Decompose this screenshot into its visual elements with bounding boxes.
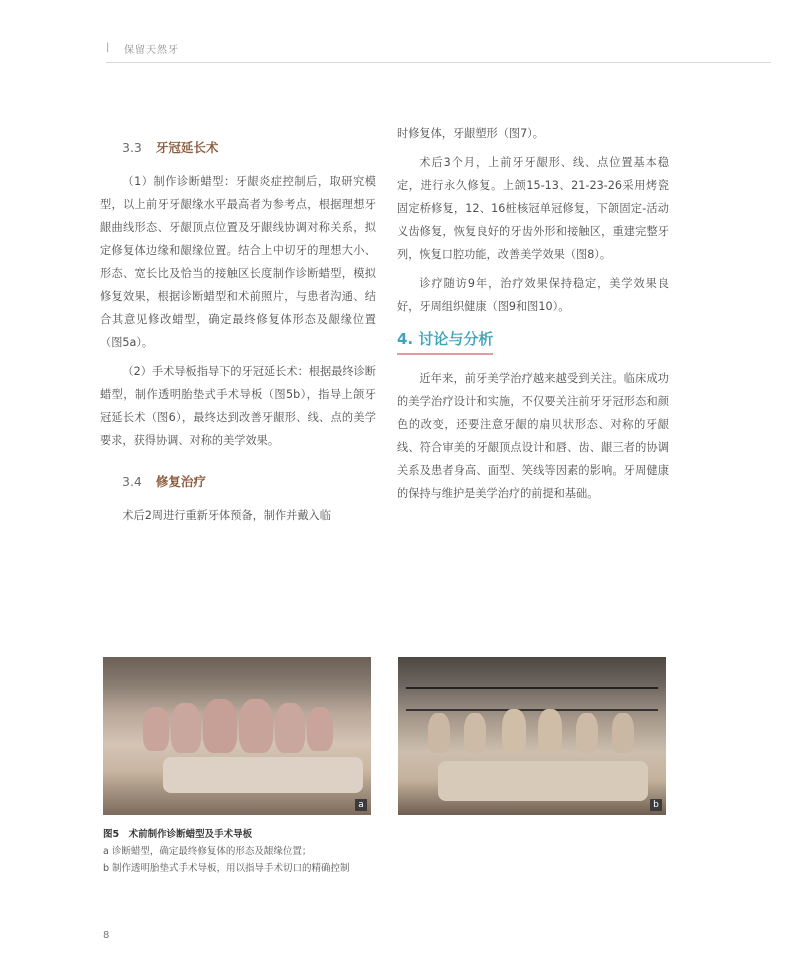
caption-line-b: b 制作透明胎垫式手术导板，用以指导手术切口的精确控制 — [103, 863, 350, 874]
right-column — [397, 122, 669, 505]
figure-5a-photo — [103, 657, 371, 815]
section-title: 修复治疗 — [155, 474, 206, 489]
caption-title: 图5 术前制作诊断蜡型及手术导板 — [103, 829, 253, 840]
paragraph: （1）制作诊断蜡型：牙龈炎症控制后，取研究模型，以上前牙牙龈缘水平最高者为参考点，根据理想牙龈曲线形态、牙龈顶点位置及牙龈线协调对称关系，拟定修复体边缘和龈缘位置。结合上中切牙的理想大小、形态、宽长比及恰当的接触区长度制作诊断蜡型，模拟修复效果，根据诊断蜡型和术前照片，与患者沟通、结合其意见修改蜡型，确定最终修复体形态及龈缘位置（图5a）。 — [100, 175, 376, 349]
paragraph: 诊疗随访9年，治疗效果保持稳定，美学效果良好，牙周组织健康（图9和图10）。 — [397, 277, 669, 313]
section-title: 牙冠延长术 — [155, 140, 219, 155]
left-column — [100, 130, 376, 527]
figure-5b-photo — [398, 657, 666, 815]
header-title: 保留天然牙 — [124, 45, 179, 56]
paragraph: 术后2周进行重新牙体预备，制作并戴入临 — [122, 509, 331, 522]
caption-line-a: a 诊断蜡型，确定最终修复体的形态及龈缘位置； — [103, 846, 312, 857]
section-3-3-heading — [122, 136, 376, 160]
figure-caption — [103, 826, 523, 877]
figure-label-b: b — [650, 799, 662, 811]
paragraph: 时修复体，牙龈塑形（图7）。 — [397, 127, 544, 140]
header-marker: | — [106, 42, 110, 53]
paragraph: 近年来，前牙美学治疗越来越受到关注。临床成功的美学治疗设计和实施，不仅要关注前牙牙冠形态和颜色的改变，还要注意牙龈的扇贝状形态、对称的牙龈线、符合审美的牙龈顶点设计和唇、齿、龈三者的协调关系及患者身高、面型、笑线等因素的影响。牙周健康的保持与维护是美学治疗的前提和基础。 — [397, 372, 669, 500]
paragraph: （2）手术导板指导下的牙冠延长术：根据最终诊断蜡型，制作透明胎垫式手术导板（图5b），指导上颌牙冠延长术（图6），最终达到改善牙龈形、线、点的美学要求，获得协调、对称的美学效果。 — [100, 365, 376, 447]
figure-label-a: a — [355, 799, 367, 811]
section-number: 3.4 — [122, 474, 142, 489]
section-4-heading: 4. 讨论与分析 — [397, 326, 493, 355]
running-header — [106, 38, 771, 63]
paragraph: 术后3个月，上前牙牙龈形、线、点位置基本稳定，进行永久修复。上颌15-13、21-23-26采用烤瓷固定桥修复，12、16桩核冠单冠修复，下颌固定-活动义齿修复，恢复良好的牙齿外形和接触区，重建完整牙列，恢复口腔功能，改善美学效果（图8）。 — [397, 156, 669, 261]
page-number: 8 — [103, 930, 110, 941]
section-number: 3.3 — [122, 140, 142, 155]
section-3-4-heading — [122, 470, 376, 494]
